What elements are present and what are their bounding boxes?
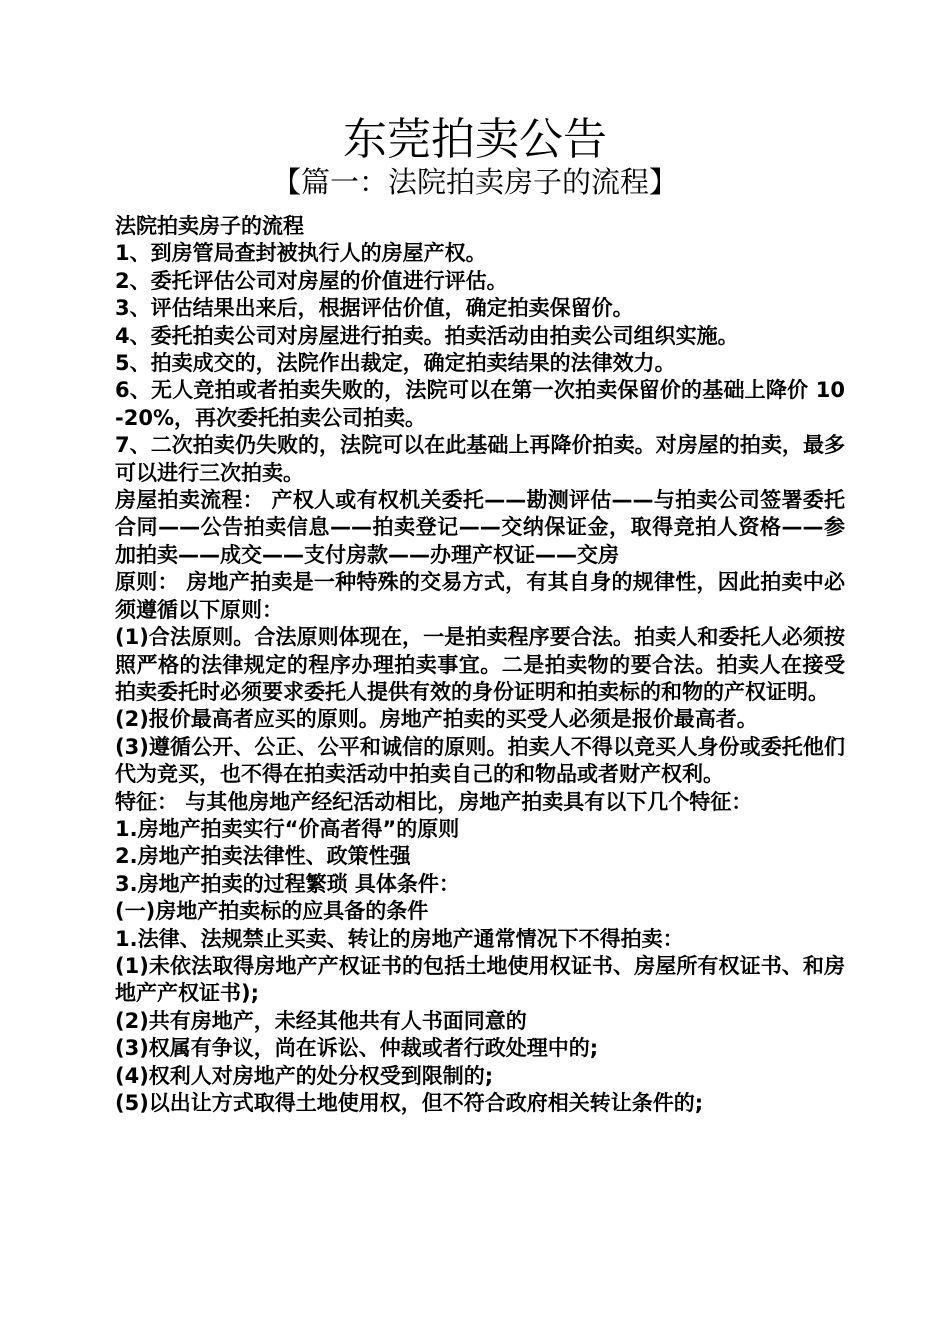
step-5: 5、拍卖成交的，法院作出裁定，确定拍卖结果的法律效力。 — [115, 351, 676, 376]
feature-2: 2.房地产拍卖法律性、政策性强 — [115, 844, 411, 869]
principle-3: (3)遵循公开、公正、公平和诚信的原则。拍卖人不得以竞买人身份或委托他们代为竞买，也不得在拍卖活动中拍卖自己的和物品或者财产权利。 — [115, 734, 845, 787]
step-3: 3、评估结果出来后，根据评估价值，确定拍卖保留价。 — [115, 296, 634, 321]
feature-3: 3.房地产拍卖的过程繁琐 具体条件： — [115, 871, 460, 896]
condition-1: 1.法律、法规禁止买卖、转让的房地产通常情况下不得拍卖： — [115, 926, 684, 951]
step-1: 1、到房管局查封被执行人的房屋产权。 — [115, 241, 487, 266]
conditions-heading: (一)房地产拍卖标的应具备的条件 — [115, 899, 429, 924]
page-title: 东莞拍卖公告 — [343, 114, 607, 165]
feature-1: 1.房地产拍卖实行“价高者得”的原则 — [115, 816, 460, 841]
principle-2: (2)报价最高者应买的原则。房地产拍卖的买受人必须是报价最高者。 — [115, 707, 758, 732]
step-2: 2、委托评估公司对房屋的价值进行评估。 — [115, 268, 508, 293]
condition-item-2: (2)共有房地产，未经其他共有人书面同意的 — [115, 1008, 527, 1033]
document-body — [115, 213, 845, 1117]
step-7: 7、二次拍卖仍失败的，法院可以在此基础上再降价拍卖。对房屋的拍卖，最多可以进行三次拍卖。 — [115, 433, 845, 485]
principles-intro: 原则： 房地产拍卖是一种特殊的交易方式，有其自身的规律性，因此拍卖中必须遵循以下原则： — [115, 570, 845, 622]
step-4: 4、委托拍卖公司对房屋进行拍卖。拍卖活动由拍卖公司组织实施。 — [115, 323, 739, 348]
step-6: 6、无人竞拍或者拍卖失败的，法院可以在第一次拍卖保留价的基础上降价 10-20%，再次委托拍卖公司拍卖。 — [115, 378, 845, 430]
principle-1: (1)合法原则。合法原则体现在，一是拍卖程序要合法。拍卖人和委托人必须按照严格的法律规定的程序办理拍卖事宜。二是拍卖物的要合法。拍卖人在接受拍卖委托时必须要求委托人提供有效的身份证明和拍卖标的和物的产权证明。 — [115, 625, 845, 704]
condition-item-1: (1)未依法取得房地产产权证书的包括土地使用权证书、房屋所有权证书、和房地产产权证书); — [115, 953, 845, 1006]
auction-process-paragraph: 房屋拍卖流程： 产权人或有权机关委托——勘测评估——与拍卖公司签署委托合同——公告拍卖信息——拍卖登记——交纳保证金，取得竞拍人资格——参加拍卖——成交——支付房款——办理产权证——交房 — [115, 488, 845, 567]
condition-item-5: (5)以出让方式取得土地使用权，但不符合政府相关转让条件的; — [115, 1091, 704, 1115]
condition-item-3: (3)权属有争议，尚在诉讼、仲裁或者行政处理中的; — [115, 1036, 599, 1061]
section-heading-court-auction: 法院拍卖房子的流程 — [115, 214, 304, 238]
condition-item-4: (4)权利人对房地产的处分权受到限制的; — [115, 1063, 494, 1088]
features-intro: 特征： 与其他房地产经纪活动相比，房地产拍卖具有以下几个特征： — [115, 789, 753, 814]
page-subtitle: 【篇一：法院拍卖房子的流程】 — [271, 165, 678, 199]
